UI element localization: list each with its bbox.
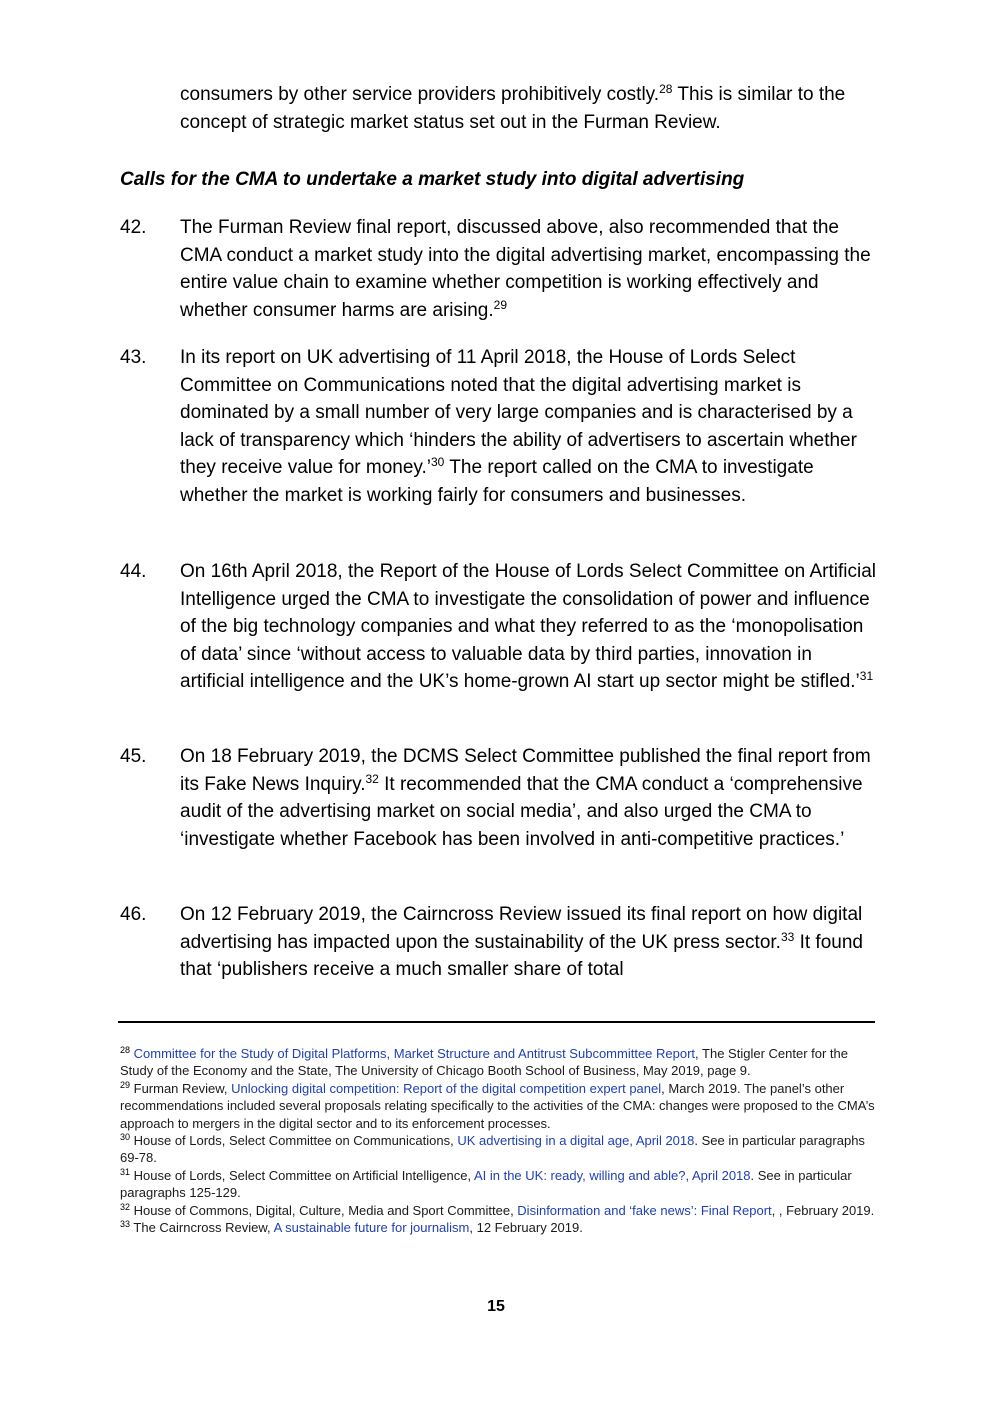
footnote-30 xyxy=(120,1132,880,1167)
footnote-link[interactable]: A sustainable future for journalism xyxy=(273,1220,470,1236)
continuation-text: consumers by other service providers prohibitively costly. xyxy=(180,84,660,105)
footnote-text-end: , , February 2019. xyxy=(771,1202,875,1218)
footnote-number: 28 xyxy=(120,1045,131,1055)
footnote-text-end: , March 2019. The panel’s other recommendations included several proposals relating specifically to the activities of the CMA: changes were proposed to the CMA’s approach to mergers in the digital sector and to its enforcement processes. xyxy=(120,1080,875,1131)
footnote-ref-31[interactable]: 31 xyxy=(859,669,874,684)
footnote-text-end: . See in particular paragraphs 125-129. xyxy=(120,1167,852,1201)
paragraph-text xyxy=(180,558,880,696)
footnote-ref-33[interactable]: 33 xyxy=(780,929,795,944)
paragraph-number: 45. xyxy=(120,746,147,767)
section-heading: Calls for the CMA to undertake a market study into digital advertising xyxy=(120,169,745,190)
paragraph-text xyxy=(180,344,880,510)
footnote-text-end: . See in particular paragraphs 69-78. xyxy=(120,1133,865,1166)
paragraph-number: 43. xyxy=(120,347,147,368)
footnote-33 xyxy=(120,1219,880,1236)
paragraph-text-b: The report called on the CMA to investigate whether the market is working fairly for consumers and businesses. xyxy=(180,457,814,506)
paragraph-text xyxy=(180,743,880,853)
footnote-31 xyxy=(120,1167,880,1202)
footnote-ref-29[interactable]: 29 xyxy=(493,297,507,312)
footnote-text: Furman Review, xyxy=(130,1080,232,1096)
paragraph-text-a: On 12 February 2019, the Cairncross Review issued its final report on how digital advertising has impacted upon the sustainability of the UK press sector. xyxy=(180,904,863,953)
paragraph-text xyxy=(180,901,880,984)
paragraph-text-a: On 18 February 2019, the DCMS Select Committee published the final report from its Fake News Inquiry. xyxy=(180,746,871,795)
continuation-text-end: This is similar to the concept of strategic market status set out in the Furman Review. xyxy=(180,84,846,133)
footnote-ref-32[interactable]: 32 xyxy=(365,771,379,786)
footnote-number: 31 xyxy=(120,1166,131,1177)
paragraph-number: 44. xyxy=(120,561,147,582)
footnote-29 xyxy=(120,1080,880,1132)
paragraph-text-b: It recommended that the CMA conduct a ‘comprehensive audit of the advertising market on social media’, and also urged the CMA to ‘investigate whether Facebook has been involved in anti-competitive practices.’ xyxy=(180,773,863,850)
page-number: 15 xyxy=(487,1298,505,1315)
footnote-text-end: , 12 February 2019. xyxy=(469,1220,583,1236)
paragraph-text xyxy=(180,214,880,324)
footnote-separator xyxy=(118,1021,875,1023)
paragraph-text-a: The Furman Review final report, discussed above, also recommended that the CMA conduct a market study into the digital advertising market, encompassing the entire value chain to examine whether competition is working effectively and whether consumer harms are arising. xyxy=(180,217,871,321)
footnote-text: House of Commons, Digital, Culture, Media and Sport Committee, xyxy=(130,1202,518,1218)
continuation-paragraph xyxy=(180,81,880,136)
paragraph-number: 46. xyxy=(120,904,147,925)
footnote-number: 32 xyxy=(120,1201,131,1212)
footnote-link[interactable]: Committee for the Study of Digital Platforms, Market Structure and Antitrust Subcommittee Report xyxy=(133,1046,696,1061)
footnote-ref-30[interactable]: 30 xyxy=(431,455,445,470)
footnote-28 xyxy=(120,1045,880,1080)
footnote-text: House of Lords, Select Committee on Communications, xyxy=(130,1133,458,1149)
footnote-link[interactable]: AI in the UK: ready, willing and able?, April 2018 xyxy=(473,1167,751,1183)
footnote-link[interactable]: Disinformation and ‘fake news’: Final Report xyxy=(517,1202,772,1218)
footnote-number: 29 xyxy=(120,1079,131,1090)
paragraph-text-a: On 16th April 2018, the Report of the House of Lords Select Committee on Artificial Intelligence urged the CMA to investigate the consolidation of power and influence of the big technology companies and what they referred to as the ‘monopolisation of data’ since ‘without access to valuable data by third parties, innovation in artificial intelligence and the UK’s home-grown AI start up sector might be stifled.’ xyxy=(180,561,876,693)
footnote-text: The Cairncross Review, xyxy=(130,1220,274,1236)
footnote-text: House of Lords, Select Committee on Artificial Intelligence, xyxy=(130,1167,474,1183)
paragraph-number: 42. xyxy=(120,217,147,238)
footnotes xyxy=(120,1045,880,1236)
footnote-ref-28[interactable]: 28 xyxy=(659,82,673,96)
paragraph-text-b: It found that ‘publishers receive a much smaller share of total xyxy=(180,931,863,981)
footnote-link[interactable]: UK advertising in a digital age, April 2018 xyxy=(457,1133,695,1149)
footnote-number: 33 xyxy=(120,1219,131,1230)
footnote-32 xyxy=(120,1202,880,1219)
footnote-link[interactable]: Unlocking digital competition: Report of the digital competition expert panel xyxy=(231,1080,662,1096)
paragraph-text-a: In its report on UK advertising of 11 April 2018, the House of Lords Select Committee on Communications noted that the digital advertising market is dominated by a small number of very large companies and is characterised by a lack of transparency which ‘hinders the ability of advertisers to ascertain whether they receive value for money.’ xyxy=(180,347,857,479)
footnote-text-end: , The Stigler Center for the Study of the Economy and the State, The University of Chicago Booth School of Business, May 2019, page 9. xyxy=(120,1046,848,1079)
footnote-number: 30 xyxy=(120,1132,131,1143)
